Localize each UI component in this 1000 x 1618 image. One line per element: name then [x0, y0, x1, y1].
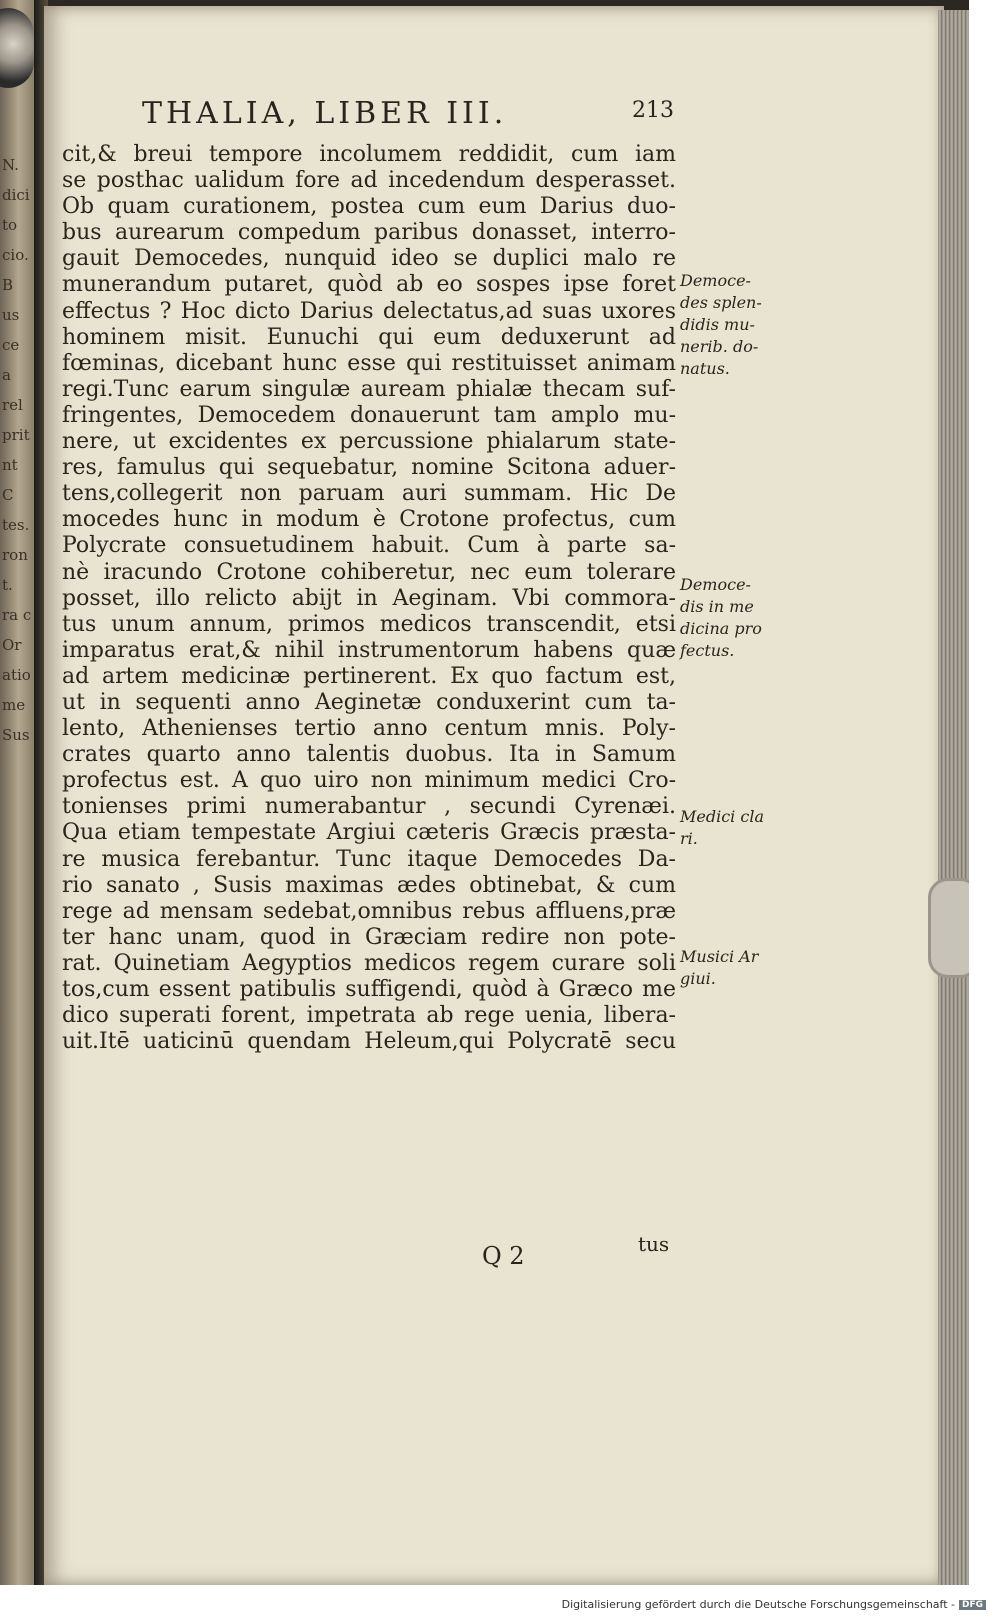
- text-line: rio sanato , Susis maximas ædes obtinebat, & cum: [62, 872, 676, 898]
- digitization-credit: [562, 1598, 986, 1611]
- text-line: posset, illo relicto abijt in Aeginam. Vbi commora-: [62, 585, 676, 611]
- facing-page-edge: [0, 0, 34, 1585]
- text-line: uit.Itē uaticinū quendam Heleum,qui Polycratē secu: [62, 1029, 676, 1055]
- footer-text: Digitalisierung gefördert durch die Deutsche Forschungsgemeinschaft -: [561, 1598, 955, 1611]
- text-line: dico superati forent, impetrata ab rege uenia, libera-: [62, 1003, 676, 1029]
- text-line: crates quarto anno talentis duobus. Ita in Samum: [62, 742, 676, 768]
- text-line: lento, Athenienses tertio anno centum mnis. Poly-: [62, 716, 676, 742]
- text-line: cit,& breui tempore incolumem reddidit, cum iam: [62, 142, 676, 167]
- folio-number: 213: [632, 98, 674, 123]
- catchword: tus: [638, 1232, 670, 1256]
- text-line: re musica ferebantur. Tunc itaque Democedes Da-: [62, 846, 676, 872]
- text-line: rat. Quinetiam Aegyptios medicos regem curare soli: [62, 950, 676, 976]
- running-title: THALIA, LIBER III.: [142, 96, 508, 131]
- text-line: se posthac ualidum fore ad incedendum desperasset.: [62, 168, 676, 194]
- text-line: fœminas, dicebant hunc esse qui restituisset animam: [62, 350, 676, 376]
- page-edges: [938, 10, 969, 1585]
- text-line: rege ad mensam sedebat,omnibus rebus affluens,præ: [62, 898, 676, 924]
- margin-note: Democe- dis in me dicina pro fectus.: [680, 575, 762, 660]
- text-line: gauit Democedes, nunquid ideo se duplici malo re: [62, 246, 676, 272]
- body-text: [62, 142, 676, 1055]
- signature-mark: Q 2: [482, 1242, 525, 1270]
- text-line: regi.Tunc earum singulæ auream phialæ thecam suf-: [62, 376, 676, 402]
- text-line: ut in sequenti anno Aeginetæ conduxerint cum ta-: [62, 689, 676, 715]
- facing-page-text: N. dicito cio.B us ce a rel prit nt C tes. ront. ra c Or atio me Sus: [2, 156, 32, 744]
- text-line: tonienses primi numerabantur , secundi Cyrenæi.: [62, 794, 676, 820]
- margin-note: Democe- des splen- didis mu- nerib. do- natus.: [680, 271, 762, 378]
- dfg-logo: DFG: [959, 1600, 986, 1610]
- book-clamp-right: [928, 878, 969, 978]
- margin-note: Musici Ar giui.: [680, 947, 759, 988]
- text-line: tos,cum essent patibulis suffigendi, quòd à Græco me: [62, 977, 676, 1002]
- text-line: munerandum putaret, quòd ab eo sospes ipse foret: [62, 272, 676, 298]
- text-line: mocedes hunc in modum è Crotone profectus, cum: [62, 507, 676, 533]
- text-line: effectus ? Hoc dicto Darius delectatus,ad suas uxores: [62, 298, 676, 324]
- text-line: Ob quam curationem, postea cum eum Darius duo-: [62, 194, 676, 220]
- text-line: Qua etiam tempestate Argiui cæteris Græcis præsta-: [62, 820, 676, 846]
- text-line: profectus est. A quo uiro non minimum medici Cro-: [62, 768, 676, 794]
- text-line: bus aurearum compedum paribus donasset, interro-: [62, 220, 676, 246]
- book-clamp-left: [0, 8, 34, 88]
- text-line: tus unum annum, primos medicos transcendit, etsi: [62, 611, 676, 637]
- text-line: nere, ut excidentes ex percussione phialarum state-: [62, 429, 676, 455]
- text-line: imparatus erat,& nihil instrumentorum habens quæ: [62, 637, 676, 663]
- text-line: Polycrate consuetudinem habuit. Cum à parte sa-: [62, 533, 676, 559]
- margin-note: Medici cla ri.: [680, 807, 764, 848]
- text-line: ter hanc unam, quod in Græciam redire non pote-: [62, 924, 676, 950]
- text-line: res, famulus qui sequebatur, nomine Scitona aduer-: [62, 455, 676, 481]
- text-line: ad artem medicinæ pertinerent. Ex quo factum est,: [62, 663, 676, 689]
- text-line: nè iracundo Crotone cohiberetur, nec eum tolerare: [62, 559, 676, 585]
- text-line: hominem misit. Eunuchi qui eum deduxerunt ad: [62, 324, 676, 350]
- text-line: fringentes, Democedem donauerunt tam amplo mu-: [62, 402, 676, 428]
- text-line: tens,collegerit non paruam auri summam. Hic De: [62, 481, 676, 507]
